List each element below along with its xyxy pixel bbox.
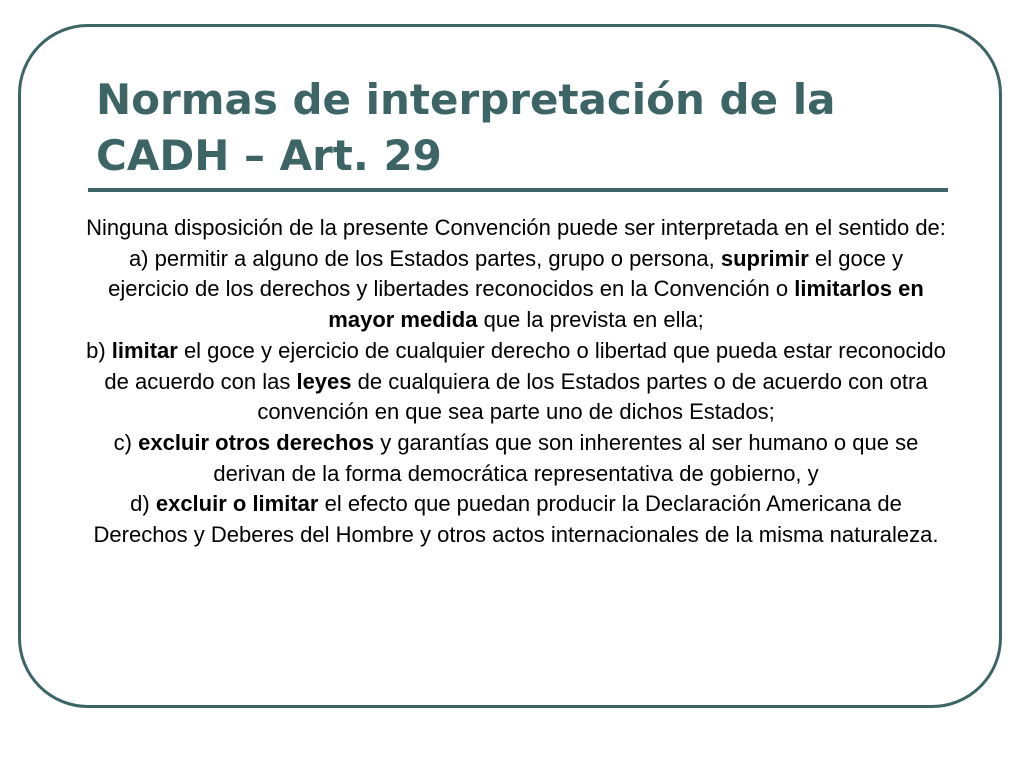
item-c-paragraph	[86, 428, 946, 489]
item-c-prefix: c)	[113, 429, 139, 455]
item-c-suffix: y garantías que son inherentes al ser humano o que se derivan de la forma democrática representativa de gobierno, y	[213, 429, 919, 486]
item-a-suffix: que la prevista en ella;	[477, 307, 704, 333]
item-b-bold-leyes: leyes	[296, 368, 352, 394]
intro-text: Ninguna disposición de la presente Convención puede ser interpretada en el sentido de:	[86, 215, 946, 240]
item-b-prefix: b)	[86, 337, 112, 363]
title-underline	[88, 188, 948, 192]
item-d-bold-excluir-limitar: excluir o limitar	[155, 491, 319, 517]
slide-body	[86, 213, 946, 551]
item-d-prefix: d)	[130, 491, 156, 517]
slide-title: Normas de interpretación de la CADH – Art. 29	[96, 75, 836, 180]
item-a-paragraph	[86, 244, 946, 336]
item-b-bold-limitar: limitar	[111, 337, 178, 363]
item-a-bold-limitarlos: limitarlos en mayor medida	[328, 276, 924, 333]
item-a-mid: el goce y ejercicio de los derechos y libertades reconocidos en la Convención o	[108, 245, 904, 302]
item-a-prefix: a) permitir a alguno de los Estados partes, grupo o persona,	[128, 245, 721, 271]
item-c-bold-excluir: excluir otros derechos	[138, 429, 375, 455]
item-d-paragraph	[86, 489, 946, 550]
item-b-suffix: de cualquiera de los Estados partes o de acuerdo con otra convención en que sea parte uno de dichos Estados;	[257, 368, 928, 425]
intro-paragraph	[86, 213, 946, 244]
item-b-mid: el goce y ejercicio de cualquier derecho o libertad que pueda estar reconocido de acuerdo con las	[104, 337, 946, 394]
item-a-bold-suprimir: suprimir	[720, 245, 809, 271]
item-b-paragraph	[86, 336, 946, 428]
item-d-suffix: el efecto que puedan producir la Declaración Americana de Derechos y Deberes del Hombre y otros actos internacionales de la misma naturaleza.	[93, 491, 939, 548]
